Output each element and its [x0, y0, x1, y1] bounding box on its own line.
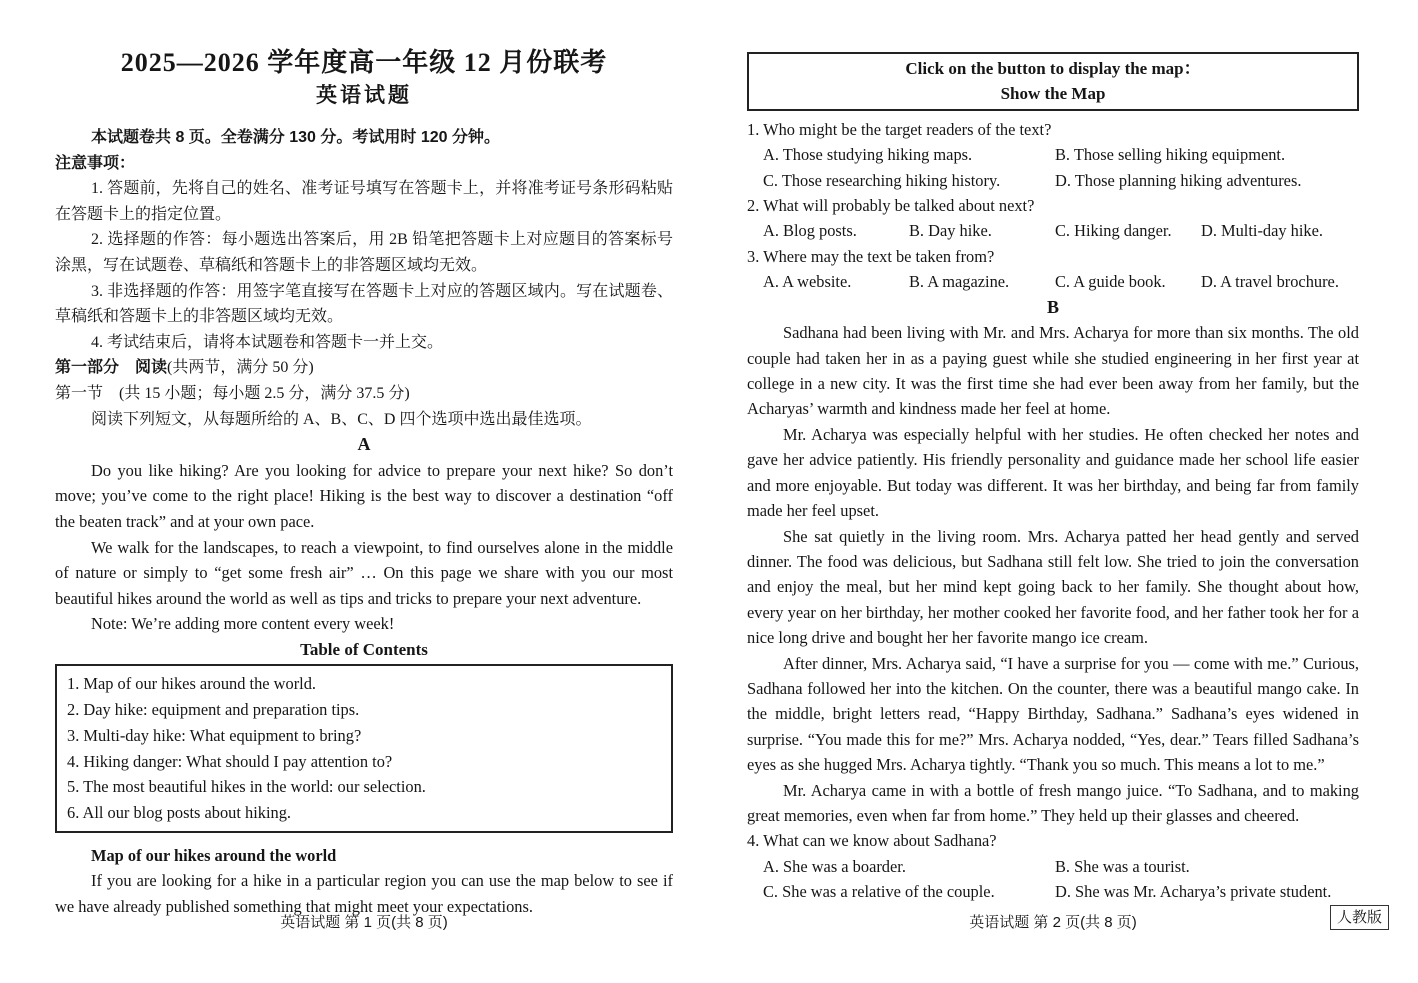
passage-b-paragraph-2: Mr. Acharya was especially helpful with her studies. He often checked her notes and gave her advice patiently. His friendly personality and guidance made her school life easier and more enjoyable. But today was different. It was her birthday, and being far from family made her feel upset. — [747, 424, 1359, 521]
page2-footer: 英语试题 第 2 页(共 8 页) — [969, 914, 1137, 931]
passage-b-paragraph-3: She sat quietly in the living room. Mrs. Acharya patted her head gently and served dinner. The food was delicious, but Sadhana still felt low. She tried to join the conversation and enjoy the meal, but her mind kept going back to her family. She thought about how, every year on her birthday, her mother cooked her favorite food, and her father took her for a nice long drive and bought her her favorite mango ice cream. — [747, 526, 1359, 648]
passage-b-paragraph-5: Mr. Acharya came in with a bottle of fresh mango juice. “To Sadhana, and to making great memories, even when far from home.” They held up their glasses and cheered. — [747, 780, 1359, 825]
toc-item-6: 6. All our blog posts about hiking. — [67, 802, 292, 822]
option-2d: D. Multi-day hike. — [1201, 221, 1324, 241]
option-3a: A. A website. — [763, 272, 852, 292]
option-1a: A. Those studying hiking maps. — [763, 145, 973, 165]
page1-footer: 英语试题 第 1 页(共 8 页) — [280, 914, 448, 931]
passage-a-paragraph-2: We walk for the landscapes, to reach a viewpoint, to find ourselves alone in the middle of nature or simply to “get some fresh air” … On this page we share with you our most beautiful hikes around the world as well as tips and tricks to prepare your next adventure. — [55, 537, 673, 608]
exam-subject-title: 英语试题 — [316, 84, 412, 107]
question-4-options — [747, 854, 1359, 905]
option-2c: C. Hiking danger. — [1055, 221, 1172, 241]
passage-b-label: B — [1046, 296, 1059, 317]
page-1 — [55, 45, 673, 931]
toc-item-5: 5. The most beautiful hikes in the world: our selection. — [67, 777, 426, 797]
section1-heading: 第一节 (共 15 小题；每小题 2.5 分，满分 37.5 分) — [55, 384, 410, 402]
notice-item-4: 4. 考试结束后，请将本试题卷和答题卡一并上交。 — [91, 333, 444, 351]
question-3-stem: 3. Where may the text be taken from? — [747, 246, 995, 266]
part1-heading — [55, 355, 673, 381]
option-1b: B. Those selling hiking equipment. — [1055, 145, 1286, 165]
part1-heading-rest: (共两节，满分 50 分) — [167, 359, 314, 377]
option-4b: B. She was a tourist. — [1055, 856, 1190, 876]
table-of-contents-box — [55, 664, 673, 832]
exam-info-line: 本试题卷共 8 页。全卷满分 130 分。考试用时 120 分钟。 — [91, 129, 500, 146]
option-1c: C. Those researching hiking history. — [763, 170, 1001, 190]
exam-title: 2025—2026 学年度高一年级 12 月份联考 — [120, 48, 608, 77]
toc-item-4: 4. Hiking danger: What should I pay attention to? — [67, 751, 393, 771]
map-prompt-box — [747, 52, 1359, 111]
map-section-heading: Map of our hikes around the world — [91, 845, 337, 865]
map-prompt-text: Click on the button to display the map： — [905, 59, 1201, 78]
notice-item-2: 2. 选择题的作答：每小题选出答案后，用 2B 铅笔把答题卡上对应题目的答案标号涂黑，写在试题卷、草稿纸和答题卡上的非答题区域均无效。 — [55, 231, 673, 274]
passage-a-paragraph-1: Do you like hiking? Are you looking for advice to prepare your next hike? So don’t move; you’ve come to the right place! Hiking is the best way to discover a destination “off the beaten track” and at your own pace. — [55, 460, 673, 531]
option-2a: A. Blog posts. — [763, 221, 857, 241]
option-4c: C. She was a relative of the couple. — [763, 882, 995, 902]
part1-heading-bold: 第一部分 阅读 — [55, 359, 168, 377]
passage-a-note-line: Note: We’re adding more content every week! — [91, 614, 395, 634]
passage-b-paragraph-1: Sadhana had been living with Mr. and Mrs. Acharya for more than six months. The old couple had taken her in as a paying guest while she studied engineering in her first year at college in a new city. It was the first time she had ever been away from her family, but the Acharyas’ warmth and kindness made her feel at home. — [747, 323, 1359, 419]
question-1-stem: 1. Who might be the target readers of the text? — [747, 119, 1052, 139]
section1-instruction: 阅读下列短文，从每题所给的 A、B、C、D 四个选项中选出最佳选项。 — [91, 410, 592, 428]
toc-item-1: 1. Map of our hikes around the world. — [67, 674, 316, 694]
option-1d: D. Those planning hiking adventures. — [1055, 170, 1302, 190]
question-4-stem: 4. What can we know about Sadhana? — [747, 831, 997, 851]
map-section-paragraph: If you are looking for a hike in a particular region you can use the map below to see if we have already published something that might meet your expectations. — [55, 871, 673, 916]
toc-item-3: 3. Multi-day hike: What equipment to bring? — [67, 725, 362, 745]
option-2b: B. Day hike. — [909, 221, 992, 241]
option-3d: D. A travel brochure. — [1201, 272, 1339, 292]
notice-item-1: 1. 答题前，先将自己的姓名、准考证号填写在答题卡上，并将准考证号条形码粘贴在答题卡上的指定位置。 — [55, 180, 673, 223]
notice-heading: 注意事项： — [55, 154, 136, 172]
show-map-button: Show the Map — [1000, 84, 1106, 104]
notice-item-3: 3. 非选择题的作答：用签字笔直接写在答题卡上对应的答题区域内。写在试题卷、草稿纸和答题卡上的非答题区域均无效。 — [55, 282, 673, 326]
passage-a-label: A — [357, 434, 371, 455]
passage-b-paragraph-4: After dinner, Mrs. Acharya said, “I have a surprise for you — come with me.” Curious, Sadhana followed her into the kitchen. On the counter, there was a beautiful mango cake. In the middle, bright letters read, “Happy Birthday, Sadhana.” Sadhana’s eyes widened in surprise. “You made this for me?” Mrs. Acharya nodded, “Yes, dear.” Tears filled Sadhana’s eyes as she hugged Mrs. Acharya tightly. “Thank you so much. This means a lot to me.” — [747, 653, 1359, 775]
page-2 — [747, 45, 1382, 931]
toc-item-2: 2. Day hike: equipment and preparation tips. — [67, 700, 360, 720]
question-3-options — [747, 269, 1359, 294]
option-4a: A. She was a boarder. — [763, 856, 906, 876]
option-4d: D. She was Mr. Acharya’s private student. — [1055, 882, 1332, 902]
question-1-options — [747, 142, 1359, 193]
question-2-stem: 2. What will probably be talked about next? — [747, 196, 1035, 216]
edition-badge: 人教版 — [1330, 905, 1389, 930]
toc-title: Table of Contents — [300, 639, 428, 659]
option-3c: C. A guide book. — [1055, 272, 1166, 292]
question-2-options — [747, 218, 1359, 243]
option-3b: B. A magazine. — [909, 272, 1010, 292]
